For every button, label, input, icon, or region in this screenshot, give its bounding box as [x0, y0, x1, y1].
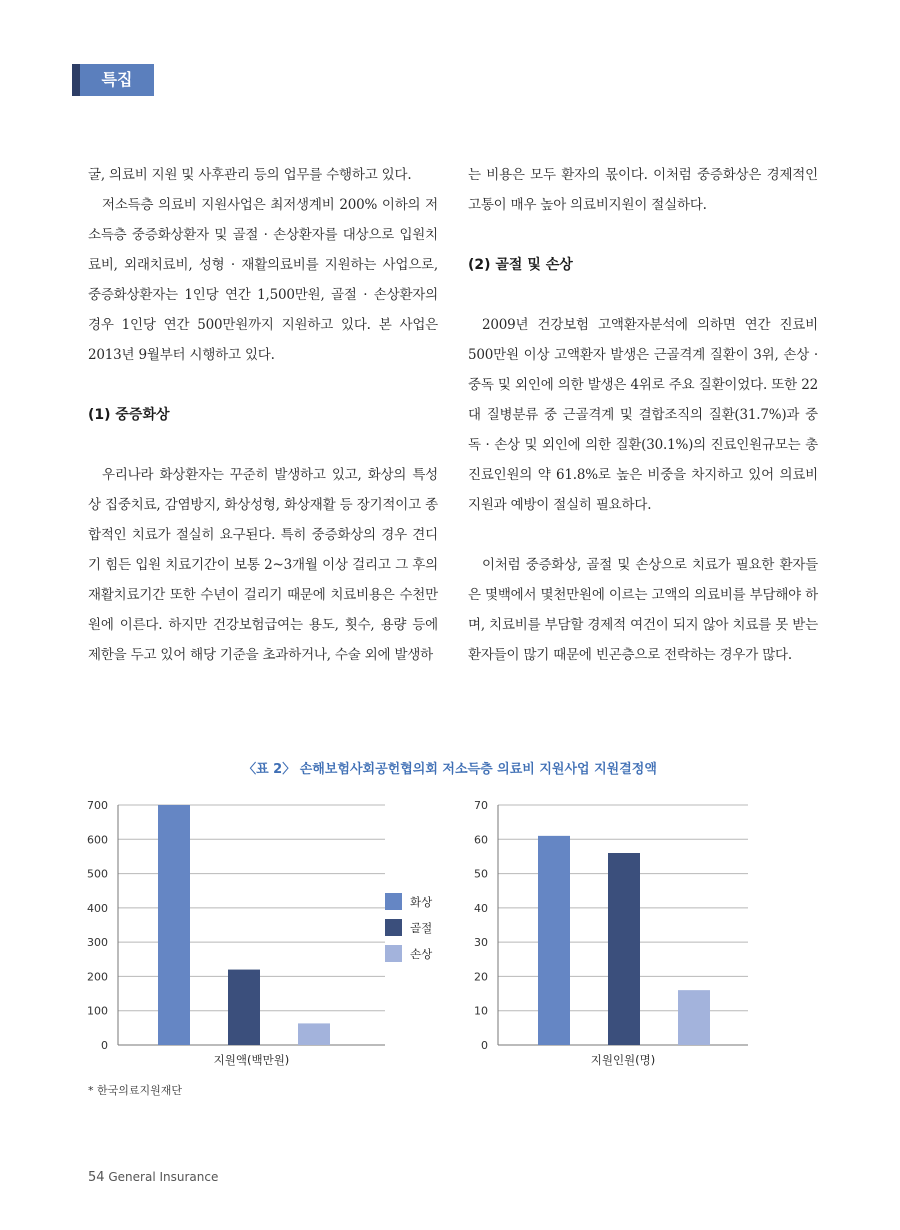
page-footer — [88, 1170, 218, 1185]
y-tick-label: 70 — [474, 799, 488, 812]
y-tick-label: 60 — [474, 833, 488, 847]
bar-골절 — [608, 853, 640, 1045]
y-tick-label: 10 — [474, 1004, 488, 1018]
bar-화상 — [538, 836, 570, 1045]
x-axis-label: 지원인원(명) — [590, 1053, 656, 1067]
paragraph: 2009년 건강보험 고액환자분석에 의하면 연간 진료비 500만원 이상 고액환자 발생은 근골격계 질환이 3위, 손상 · 중독 및 외인에 의한 발생은 4위로 주요 질환이었다. 또한 22대 질병분류 중 근골격계 및 결합조직의 질환(31.7%)과 중독 · 손상 및 외인에 의한 질환(30.1%)의 진료인원규모는 총 진료인원의 약 61.8%로 높은 비중을 차지하고 있어 의료비지원과 예방이 절실히 필요하다. — [468, 317, 818, 513]
bar-골절 — [228, 970, 260, 1045]
y-tick-label: 400 — [87, 901, 108, 915]
y-tick-label: 40 — [474, 901, 488, 915]
section-tag: 특집 — [72, 64, 154, 96]
paragraph: 저소득층 의료비 지원사업은 최저생계비 200% 이하의 저소득층 중증화상환자 및 골절 · 손상환자를 대상으로 입원치료비, 외래치료비, 성형 · 재활의료비를 지원하는 사업으로, 중증화상환자는 1인당 연간 1,500만원, 골절 · 손상환자의 경우 1인당 연간 500만원까지 지원하고 있다. 본 사업은 2013년 9월부터 시행하고 있다. — [88, 197, 438, 363]
y-tick-label: 300 — [87, 936, 108, 950]
legend-swatch — [385, 893, 402, 910]
bar-손상 — [298, 1023, 330, 1045]
y-tick-label: 0 — [481, 1039, 488, 1052]
bar-화상 — [158, 805, 190, 1045]
x-axis-label: 지원액(백만원) — [213, 1053, 290, 1067]
legend-label: 화상 — [410, 895, 433, 909]
section-heading: (1) 중증화상 — [88, 407, 170, 423]
publication-name: General Insurance — [108, 1170, 219, 1184]
paragraph: 굴, 의료비 지원 및 사후관리 등의 업무를 수행하고 있다. — [88, 167, 412, 183]
page-number: 54 — [88, 1170, 105, 1185]
y-tick-label: 30 — [474, 936, 488, 950]
source-note: * 한국의료지원재단 — [88, 1084, 183, 1097]
paragraph: 이처럼 중증화상, 골절 및 손상으로 치료가 필요한 환자들은 몇백에서 몇천만원에 이르는 고액의 의료비를 부담해야 하며, 치료비를 부담할 경제적 여건이 되지 않아 치료를 못 받는 환자들이 많기 때문에 빈곤층으로 전락하는 경우가 많다. — [468, 557, 818, 663]
y-tick-label: 50 — [474, 867, 488, 881]
legend-label: 골절 — [410, 921, 433, 935]
legend-swatch — [385, 919, 402, 936]
y-tick-label: 500 — [87, 867, 108, 881]
y-tick-label: 100 — [87, 1004, 108, 1018]
y-tick-label: 200 — [87, 970, 108, 984]
bar-손상 — [678, 990, 710, 1045]
y-tick-label: 600 — [87, 833, 108, 847]
y-tick-label: 20 — [474, 970, 488, 984]
y-tick-label: 0 — [101, 1039, 108, 1052]
y-tick-label: 700 — [87, 799, 108, 812]
legend-swatch — [385, 945, 402, 962]
legend-label: 손상 — [410, 947, 433, 961]
paragraph: 는 비용은 모두 환자의 몫이다. 이처럼 중증화상은 경제적인 고통이 매우 높아 의료비지원이 절실하다. — [468, 167, 818, 213]
paragraph: 우리나라 화상환자는 꾸준히 발생하고 있고, 화상의 특성상 집중치료, 감염방지, 화상성형, 화상재활 등 장기적이고 종합적인 치료가 절실히 요구된다. 특히 중증화상의 경우 견디기 힘든 입원 치료기간이 보통 2~3개월 이상 걸리고 그 후의 재활치료기간 또한 수년이 걸리기 때문에 치료비용은 수천만원에 이른다. 하지만 건강보험급여는 용도, 횟수, 용량 등에 제한을 두고 있어 해당 기준을 초과하거나, 수술 외에 발생하 — [88, 467, 438, 663]
section-heading: (2) 골절 및 손상 — [468, 257, 573, 273]
table-title: 〈표 2〉 손해보험사회공헌협의회 저소득층 의료비 지원사업 지원결정액 — [243, 762, 657, 777]
